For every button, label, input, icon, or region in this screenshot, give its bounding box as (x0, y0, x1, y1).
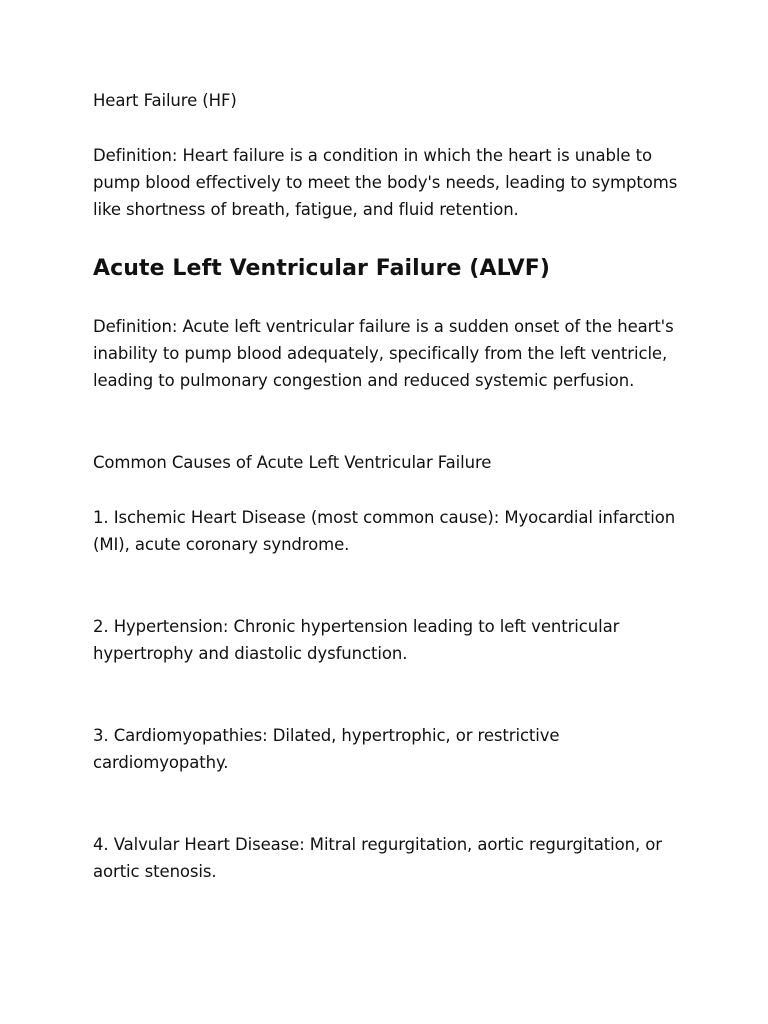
cause-item-3: 3. Cardiomyopathies: Dilated, hypertrophic, or restrictive cardiomyopathy. (93, 726, 560, 772)
document-title: Heart Failure (HF) (93, 91, 237, 110)
document-page (93, 0, 683, 1024)
alvf-heading: Acute Left Ventricular Failure (ALVF) (93, 256, 551, 281)
alvf-definition: Definition: Acute left ventricular failure is a sudden onset of the heart's inability to pump blood adequately, specifically from the left ventricle, leading to pulmonary congestion and reduced systemic perfusion. (93, 317, 674, 390)
cause-item-4: 4. Valvular Heart Disease: Mitral regurgitation, aortic regurgitation, or aortic stenosis. (93, 835, 662, 881)
causes-heading: Common Causes of Acute Left Ventricular Failure (93, 453, 492, 472)
cause-item-2: 2. Hypertension: Chronic hypertension leading to left ventricular hypertrophy and diastolic dysfunction. (93, 617, 620, 663)
cause-item-1: 1. Ischemic Heart Disease (most common cause): Myocardial infarction (MI), acute coronary syndrome. (93, 508, 676, 554)
hf-definition: Definition: Heart failure is a condition in which the heart is unable to pump blood effectively to meet the body's needs, leading to symptoms like shortness of breath, fatigue, and fluid retention. (93, 146, 678, 219)
